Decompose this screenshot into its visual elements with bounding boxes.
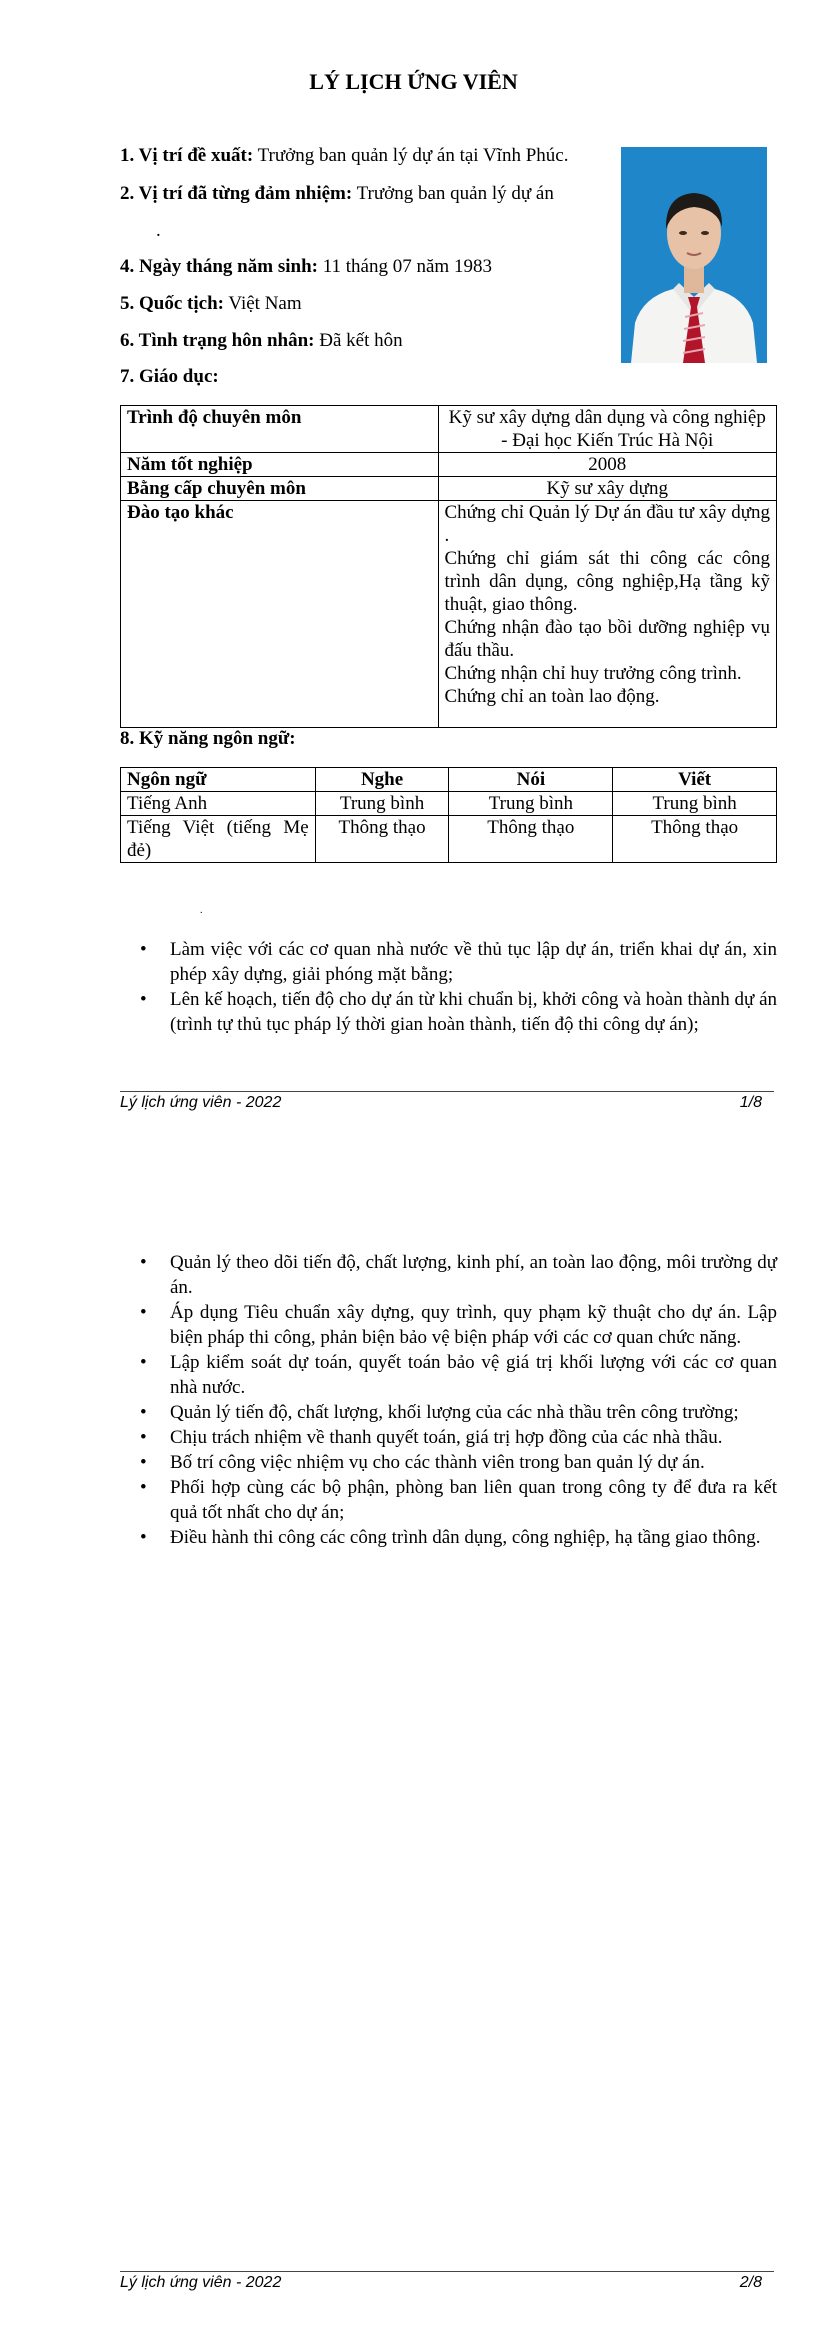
responsibilities-list	[120, 1250, 777, 1550]
training-line: Chứng chỉ an toàn lao động.	[444, 686, 660, 707]
table-row	[121, 477, 777, 501]
field-label: 6. Tình trạng hôn nhân:	[120, 330, 315, 351]
list-item: • Điều hành thi công các công trình dân dụng, công nghiệp, hạ tầng giao thông.	[120, 1525, 777, 1550]
list-item: • Bố trí công việc nhiệm vụ cho các thành viên trong ban quản lý dự án.	[120, 1450, 777, 1475]
stray-dot-small: .	[200, 905, 203, 916]
field-nationality	[120, 293, 302, 315]
list-item: • Quản lý theo dõi tiến độ, chất lượng, kinh phí, an toàn lao động, môi trường dự án.	[120, 1250, 777, 1300]
field-value: Trưởng ban quản lý dự án tại Vĩnh Phúc.	[253, 145, 569, 166]
training-line: Chứng chỉ Quản lý Dự án đầu tư xây dựng .	[444, 502, 770, 546]
table-row	[121, 792, 777, 816]
field-value: 11 tháng 07 năm 1983	[317, 256, 492, 277]
list-item: • Lên kế hoạch, tiến độ cho dự án từ khi chuẩn bị, khởi công và hoàn thành dự án (trình tự thủ tục pháp lý thời gian hoàn thành, tiến độ thi công dự án);	[120, 987, 777, 1037]
list-item: • Áp dụng Tiêu chuẩn xây dựng, quy trình, quy phạm kỹ thuật cho dự án. Lập biện pháp thi công, phản biện bảo vệ biện pháp với các cơ quan chức năng.	[120, 1300, 777, 1350]
field-label: 1. Vị trí đề xuất:	[120, 145, 254, 166]
page-footer	[120, 1094, 762, 1112]
table-cell: Thông thạo	[315, 816, 449, 863]
table-cell: Kỹ sư xây dựng dân dụng và công nghiệp - Đại học Kiến Trúc Hà Nội	[438, 406, 777, 453]
table-cell: Trung bình	[315, 792, 449, 816]
field-previous-position	[120, 183, 554, 205]
list-item: • Chịu trách nhiệm về thanh quyết toán, giá trị hợp đồng của các nhà thầu.	[120, 1425, 777, 1450]
candidate-photo	[621, 147, 767, 363]
field-label: 5. Quốc tịch:	[120, 293, 224, 314]
field-label: 2. Vị trí đã từng đảm nhiệm:	[120, 183, 353, 204]
list-item: • Lập kiểm soát dự toán, quyết toán bảo vệ giá trị khối lượng với các cơ quan nhà nước.	[120, 1350, 777, 1400]
table-cell: Tiếng Việt (tiếng Mẹ đẻ)	[121, 816, 316, 863]
table-row	[121, 816, 777, 863]
field-label: 4. Ngày tháng năm sinh:	[120, 256, 318, 277]
table-cell: Kỹ sư xây dựng	[438, 477, 777, 501]
list-item: • Phối hợp cùng các bộ phận, phòng ban liên quan trong công ty để đưa ra kết quả tốt nhất cho dự án;	[120, 1475, 777, 1525]
table-row	[121, 453, 777, 477]
table-cell: Năm tốt nghiệp	[121, 453, 439, 477]
table-row	[121, 501, 777, 728]
list-item: • Làm việc với các cơ quan nhà nước về thủ tục lập dự án, triển khai dự án, xin phép xây dựng, giải phóng mặt bằng;	[120, 937, 777, 987]
table-header-cell: Viết	[613, 768, 777, 792]
page-footer	[120, 2274, 762, 2292]
table-cell: 2008	[438, 453, 777, 477]
training-line: Chứng nhận chỉ huy trưởng công trình.	[444, 663, 742, 684]
portrait-image	[621, 147, 767, 363]
field-label: 8. Kỹ năng ngôn ngữ:	[120, 728, 296, 749]
table-cell: Bằng cấp chuyên môn	[121, 477, 439, 501]
footer-text: Lý lịch ứng viên - 2022	[120, 2274, 282, 2291]
field-proposed-position	[120, 145, 568, 167]
table-header-cell: Ngôn ngữ	[121, 768, 316, 792]
field-birth-date	[120, 256, 492, 278]
responsibilities-list	[120, 937, 777, 1037]
stray-dot: .	[156, 220, 161, 241]
table-cell: Trung bình	[449, 792, 613, 816]
footer-divider	[120, 1091, 774, 1092]
table-row	[121, 406, 777, 453]
footer-divider	[120, 2271, 774, 2272]
training-line: Chứng nhận đào tạo bồi dưỡng nghiệp vụ đấu thầu.	[444, 617, 770, 661]
page-2	[0, 1170, 827, 2340]
training-line: Chứng chỉ giám sát thi công các công trình dân dụng, công nghiệp,Hạ tầng kỹ thuật, giao thông.	[444, 548, 770, 615]
table-cell: Đào tạo khác	[121, 501, 439, 728]
table-cell: Thông thạo	[449, 816, 613, 863]
table-header-cell: Nghe	[315, 768, 449, 792]
table-cell	[438, 501, 777, 728]
field-label: 7. Giáo dục:	[120, 366, 219, 387]
table-header-row	[121, 768, 777, 792]
table-cell: Thông thạo	[613, 816, 777, 863]
table-cell: Trình độ chuyên môn	[121, 406, 439, 453]
field-language-heading	[120, 728, 296, 750]
page-number: 1/8	[739, 1094, 762, 1111]
field-value: Trưởng ban quản lý dự án	[352, 183, 554, 204]
language-table	[120, 767, 777, 863]
table-cell: Tiếng Anh	[121, 792, 316, 816]
field-value: Đã kết hôn	[314, 330, 403, 351]
table-header-cell: Nói	[449, 768, 613, 792]
table-cell: Trung bình	[613, 792, 777, 816]
education-table	[120, 405, 777, 728]
field-value: Việt Nam	[223, 293, 302, 314]
footer-text: Lý lịch ứng viên - 2022	[120, 1094, 282, 1111]
field-marital-status	[120, 330, 403, 352]
page-number: 2/8	[739, 2274, 762, 2291]
list-item: • Quản lý tiến độ, chất lượng, khối lượng của các nhà thầu trên công trường;	[120, 1400, 777, 1425]
field-education-heading	[120, 366, 219, 388]
page-title: LÝ LỊCH ỨNG VIÊN	[309, 69, 518, 94]
